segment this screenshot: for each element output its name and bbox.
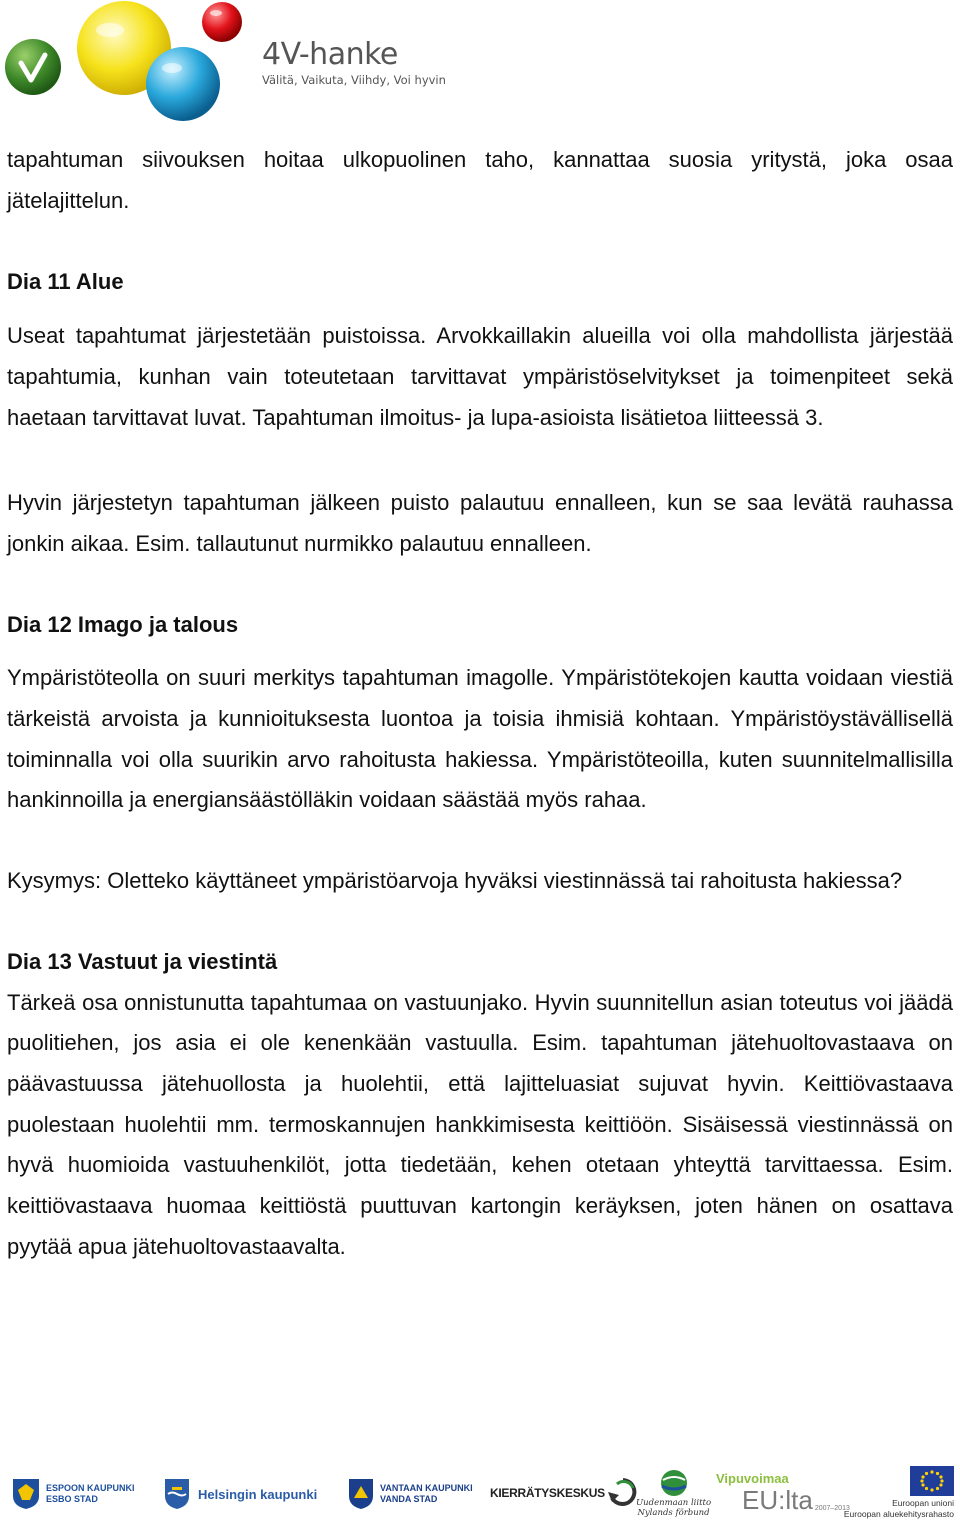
dia-12-question: Kysymys: Oletteko käyttäneet ympäristöarvoja hyväksi viestinnässä tai rahoitusta hakiessa? [7,868,903,894]
section-heading-dia-12: Dia 12 Imago ja talous [7,611,239,637]
eu-flag-icon [910,1466,954,1496]
dia-12-paragraph-1: Ympäristöteolla on suuri merkitys tapahtuman imagolle. Ympäristötekojen kautta voidaan viestiä tärkeistä arvoista ja kunnioituksesta luontoa ja toisia ihmisiä kohtaan. Ympäristöystävällisellä toiminnalla voi olla suurikin arvo rahoitusta hakiessa. Ympäristöteoilla, kuten suunnitelmallisilla hankinnoilla ja energiansäästölläkin voidaan säästää myös rahaa. [7,665,953,813]
vantaa-line-1: VANTAAN KAUPUNKI [380,1483,473,1493]
globe-icon [658,1468,690,1498]
helsinki-name: Helsingin kaupunki [198,1486,318,1502]
intro-paragraph: tapahtuman siivouksen hoitaa ulkopuolinen taho, kannattaa suosia yritystä, joka osaa jätelajittelun. [7,147,953,213]
vipuvoimaa-line-2: EU:lta [742,1485,813,1515]
eu-logo [838,1466,954,1520]
espoo-line-1: ESPOON KAUPUNKI [46,1483,135,1493]
uudenmaan-line-1: Uudenmaan liitto [636,1498,712,1508]
eu-line-1: Euroopan unioni [892,1498,954,1508]
kierratyskeskus-logo [490,1476,639,1510]
brand-block [262,38,446,87]
dia-13-paragraph-1: Tärkeä osa onnistunutta tapahtumaa on vastuunjako. Hyvin suunnitellun asian toteutus voi jäädä puolitiehen, jos asia ei ole kenenkään vastuulla. Esim. tapahtuman jätehuoltovastaava on päävastuussa jätehuollosta ja huolehtii, että lajitteluasiat sujuvat hyvin. Keittiövastaava puolestaan huolehtii mm. termoskannujen hankkimisesta keittiöön. Sisäisessä viestinnässä on hyvä huomioida vastuuhenkilöt, jotta tiedetään, kehen otetaan yhteyttä tarvittaessa. Esim. keittiövastaava huomaa keittiöstä puuttuvan kartongin keräyksen, joten hänen on osattava pyytää apua jätehuoltovastaavalta. [7,989,953,1259]
brand-name: 4V-hanke [262,37,398,72]
helsinki-logo [164,1478,317,1510]
partner-logos [0,1464,960,1526]
dia-11-paragraph-2: Hyvin järjestetyn tapahtuman jälkeen puisto palautuu ennalleen, kun se saa levätä rauhassa jonkin aikaa. Esim. tallautunut nurmikko palautuu ennalleen. [7,490,953,556]
vantaa-crest-icon [348,1478,374,1510]
recycling-arrows-icon [607,1476,639,1510]
kierratyskeskus-name: KIERRÄTYSKESKUS [490,1486,605,1500]
espoo-line-2: ESBO STAD [46,1494,98,1504]
uudenmaan-line-2: Nylands förbund [637,1508,710,1518]
vipuvoimaa-logo [716,1472,850,1514]
colored-spheres-logo [0,0,250,125]
page-header [0,0,960,125]
uudenmaan-liitto-logo [636,1468,711,1518]
espoo-logo [12,1478,135,1510]
section-heading-dia-11: Dia 11 Alue [7,269,124,295]
vipuvoimaa-line-1: Vipuvoimaa [716,1471,789,1486]
dia-11-paragraph-1: Useat tapahtumat järjestetään puistoissa. Arvokkaillakin alueilla voi olla mahdollista järjestää tapahtumia, kunhan vain toteutetaan tarvittavat ympäristöselvitykset ja toimenpiteet sekä haetaan tarvittavat luvat. Tapahtuman ilmoitus- ja lupa-asioista lisätietoa liitteessä 3. [7,323,953,430]
espoo-crest-icon [12,1478,40,1510]
vipuvoimaa-years: 2007–2013 [814,1505,850,1512]
vantaa-logo [348,1478,473,1510]
document-body [7,140,953,1267]
vantaa-line-2: VANDA STAD [380,1494,438,1504]
section-heading-dia-13: Dia 13 Vastuut ja viestintä [7,948,278,974]
eu-line-2: Euroopan aluekehitysrahasto [843,1509,954,1519]
helsinki-crest-icon [164,1478,190,1510]
brand-tagline: Välitä, Vaikuta, Viihdy, Voi hyvin [262,73,446,87]
